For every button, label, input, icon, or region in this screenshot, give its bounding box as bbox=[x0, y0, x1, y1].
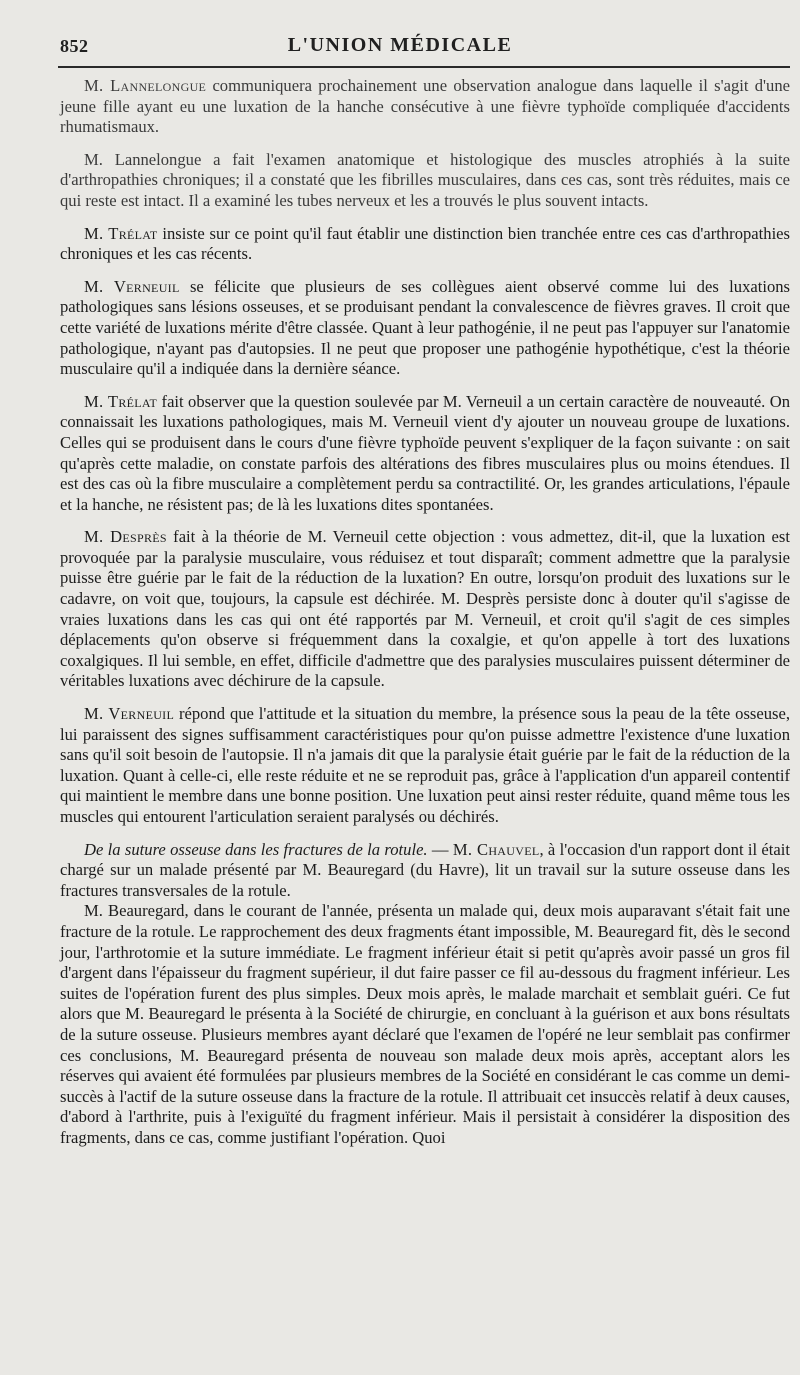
paragraph-trelat-observation bbox=[60, 392, 790, 516]
paragraph-lannelongue-communication bbox=[60, 76, 790, 138]
speaker-name: M. Desprès bbox=[84, 527, 167, 547]
paragraph-text: M. Lannelongue a fait l'examen anatomique et histologique des muscles atrophiés à la suite d'arthropathies chroniques; il a constaté que les fibrilles musculaires, dans ces cas, sont très réduites, mais ce qui reste est intact. Il a examiné les tubes nerveux et les a trouvés le plus souvent intacts. bbox=[60, 149, 790, 210]
paragraph-suture-osseuse bbox=[60, 840, 790, 902]
paragraph-trelat-distinction bbox=[60, 224, 790, 265]
header-rule bbox=[58, 66, 790, 68]
paragraph-text: communiquera prochainement une observation analogue dans laquelle il s'agit d'une jeune fille ayant eu une luxation de la hanche consécutive à une fièvre typhoïde compliquée d'accidents rhumatismaux. bbox=[60, 76, 790, 137]
paragraph-despres-objection bbox=[60, 527, 790, 692]
speaker-name: M. Trélat bbox=[84, 223, 158, 243]
page-header bbox=[0, 0, 800, 70]
paragraph-text: se félicite que plusieurs de ses collègues aient observé comme lui des luxations pathologiques sans lésions osseuses, et se produisant pendant la convalescence de fièvres graves. Il croit que cette variété de luxations mérite d'être classée. Quant à leur pathogénie, il ne peut pas l'appuyer sur l'anatomie pathologique, n'ayant pas d'autopsies. Il ne peut que proposer une pathogénie hypothétique, c'est la théorie musculaire qu'il a indiquée dans la dernière séance. bbox=[60, 276, 791, 379]
document-body bbox=[60, 76, 790, 1149]
speaker-name: M. Lannelongue bbox=[84, 76, 207, 95]
section-dash: — bbox=[427, 839, 453, 859]
paragraph-text: M. Beauregard, dans le courant de l'année, présenta un malade qui, deux mois auparavant s'était fait une fracture de la rotule. Le rapprochement des deux fragments étant impossible, M. Beauregard fit, dès le second jour, l'arthrotomie et la suture immédiate. Le fragment inférieur était si petit qu'après avoir passé un gros fil d'argent dans l'épaisseur du fragment supérieur, il dut faire passer ce fil au-dessous du fragment inférieur. Les suites de l'opération furent des plus simples. Deux mois après, le malade marchait et semblait guéri. Ce fut alors que M. Beauregard le présenta à la Société de chirurgie, en concluant à la guérison et aux bons résultats de la suture osseuse. Plusieurs membres ayant déclaré que l'examen de l'opéré ne leur semblait pas confirmer ces conclusions, M. Beauregard présenta de nouveau son malade deux mois après, acceptant alors les réserves qui avaient été formulées par plusieurs membres de la Société en considérant le cas comme un demi-succès à l'actif de la suture osseuse dans la fracture de la rotule. Il attribuait cet insuccès relatif à deux causes, d'abord à l'arthrite, puis à l'exiguïté du fragment inférieur. Mais il persistait à considérer la disposition des fragments, dans ce cas, comme justifiant l'opération. Quoi bbox=[60, 901, 790, 1147]
page-number: 852 bbox=[60, 36, 89, 56]
speaker-name: M. Verneuil bbox=[84, 276, 180, 296]
paragraph-text: , à l'occasion d'un rapport dont il était chargé sur un malade présenté par M. Beauregard (du Havre), lit un travail sur la suture osseuse dans les fractures transversales de la rotule. bbox=[60, 839, 790, 900]
paragraph-verneuil-felicite bbox=[60, 277, 790, 380]
paragraph-text: fait à la théorie de M. Verneuil cette objection : vous admettez, dit-il, que la luxation est provoquée par la paralysie musculaire, vous réduisez et tout disparaît; comment admettre que la paralysie puisse être guérie par le fait de la réduction de la luxation? En outre, lorsqu'on produit des luxations sur le cadavre, on voit que, toujours, la capsule est déchirée. M. Desprès persiste donc à douter qu'il s'agisse de vraies luxations dans les cas qui ont été rapportés par M. Verneuil, et croit qu'il s'agit de ces simples déplacements qu'on observe si fréquemment dans la coxalgie, et qu'on appelle à tort des luxations coxalgiques. Il lui semble, en effet, difficile d'admettre que des paralysies musculaires puissent déterminer de véritables luxations avec déchirure de la capsule. bbox=[60, 527, 790, 691]
section-title: De la suture osseuse dans les fractures de la rotule. bbox=[84, 839, 428, 859]
paragraph-lannelongue-examen bbox=[60, 150, 790, 212]
speaker-name: M. Verneuil bbox=[84, 704, 175, 724]
running-title: L'UNION MÉDICALE bbox=[287, 34, 513, 56]
paragraph-text: répond que l'attitude et la situation du membre, la présence sous la peau de la tête osseuse, lui paraissent des signes suffisamment caractéristiques pour qu'on puisse admettre l'existence d'une luxation sans qu'il soit besoin de l'autopsie. Il n'a jamais dit que la paralysie était guérie par le fait de la réduction de la luxation. Quant à celle-ci, elle reste réduite et ne se reproduit pas, grâce à l'application d'un appareil contentif qui maintient le membre dans une bonne position. Une luxation peut ainsi rester réduite, quand même tous les muscles qui entourent l'articulation seraient paralysés ou déchirés. bbox=[60, 704, 790, 826]
paragraph-verneuil-reponse bbox=[60, 704, 790, 828]
speaker-name: M. Chauvel bbox=[452, 839, 540, 859]
paragraph-text: fait observer que la question soulevée par M. Verneuil a un certain caractère de nouveauté. On connaissait les luxations pathologiques, mais M. Verneuil vient d'y ajouter un nouveau groupe de luxations. Celles qui se produisent dans le cours d'une fièvre typhoïde peuvent s'expliquer de la façon suivante : on sait qu'après cette maladie, on constate parfois des altérations des fibres musculaires plus ou moins étendues. Il est des cas où la fibre musculaire a complètement perdu sa contractilité. Or, les grandes articulations, l'épaule et la hanche, ne résistent pas; de là les luxations dites spontanées. bbox=[60, 391, 790, 514]
paragraph-beauregard-cas bbox=[60, 901, 790, 1148]
speaker-name: M. Trélat bbox=[84, 391, 158, 411]
paragraph-text: insiste sur ce point qu'il faut établir une distinction bien tranchée entre ces cas d'arthropathies chroniques et les cas récents. bbox=[60, 223, 790, 264]
